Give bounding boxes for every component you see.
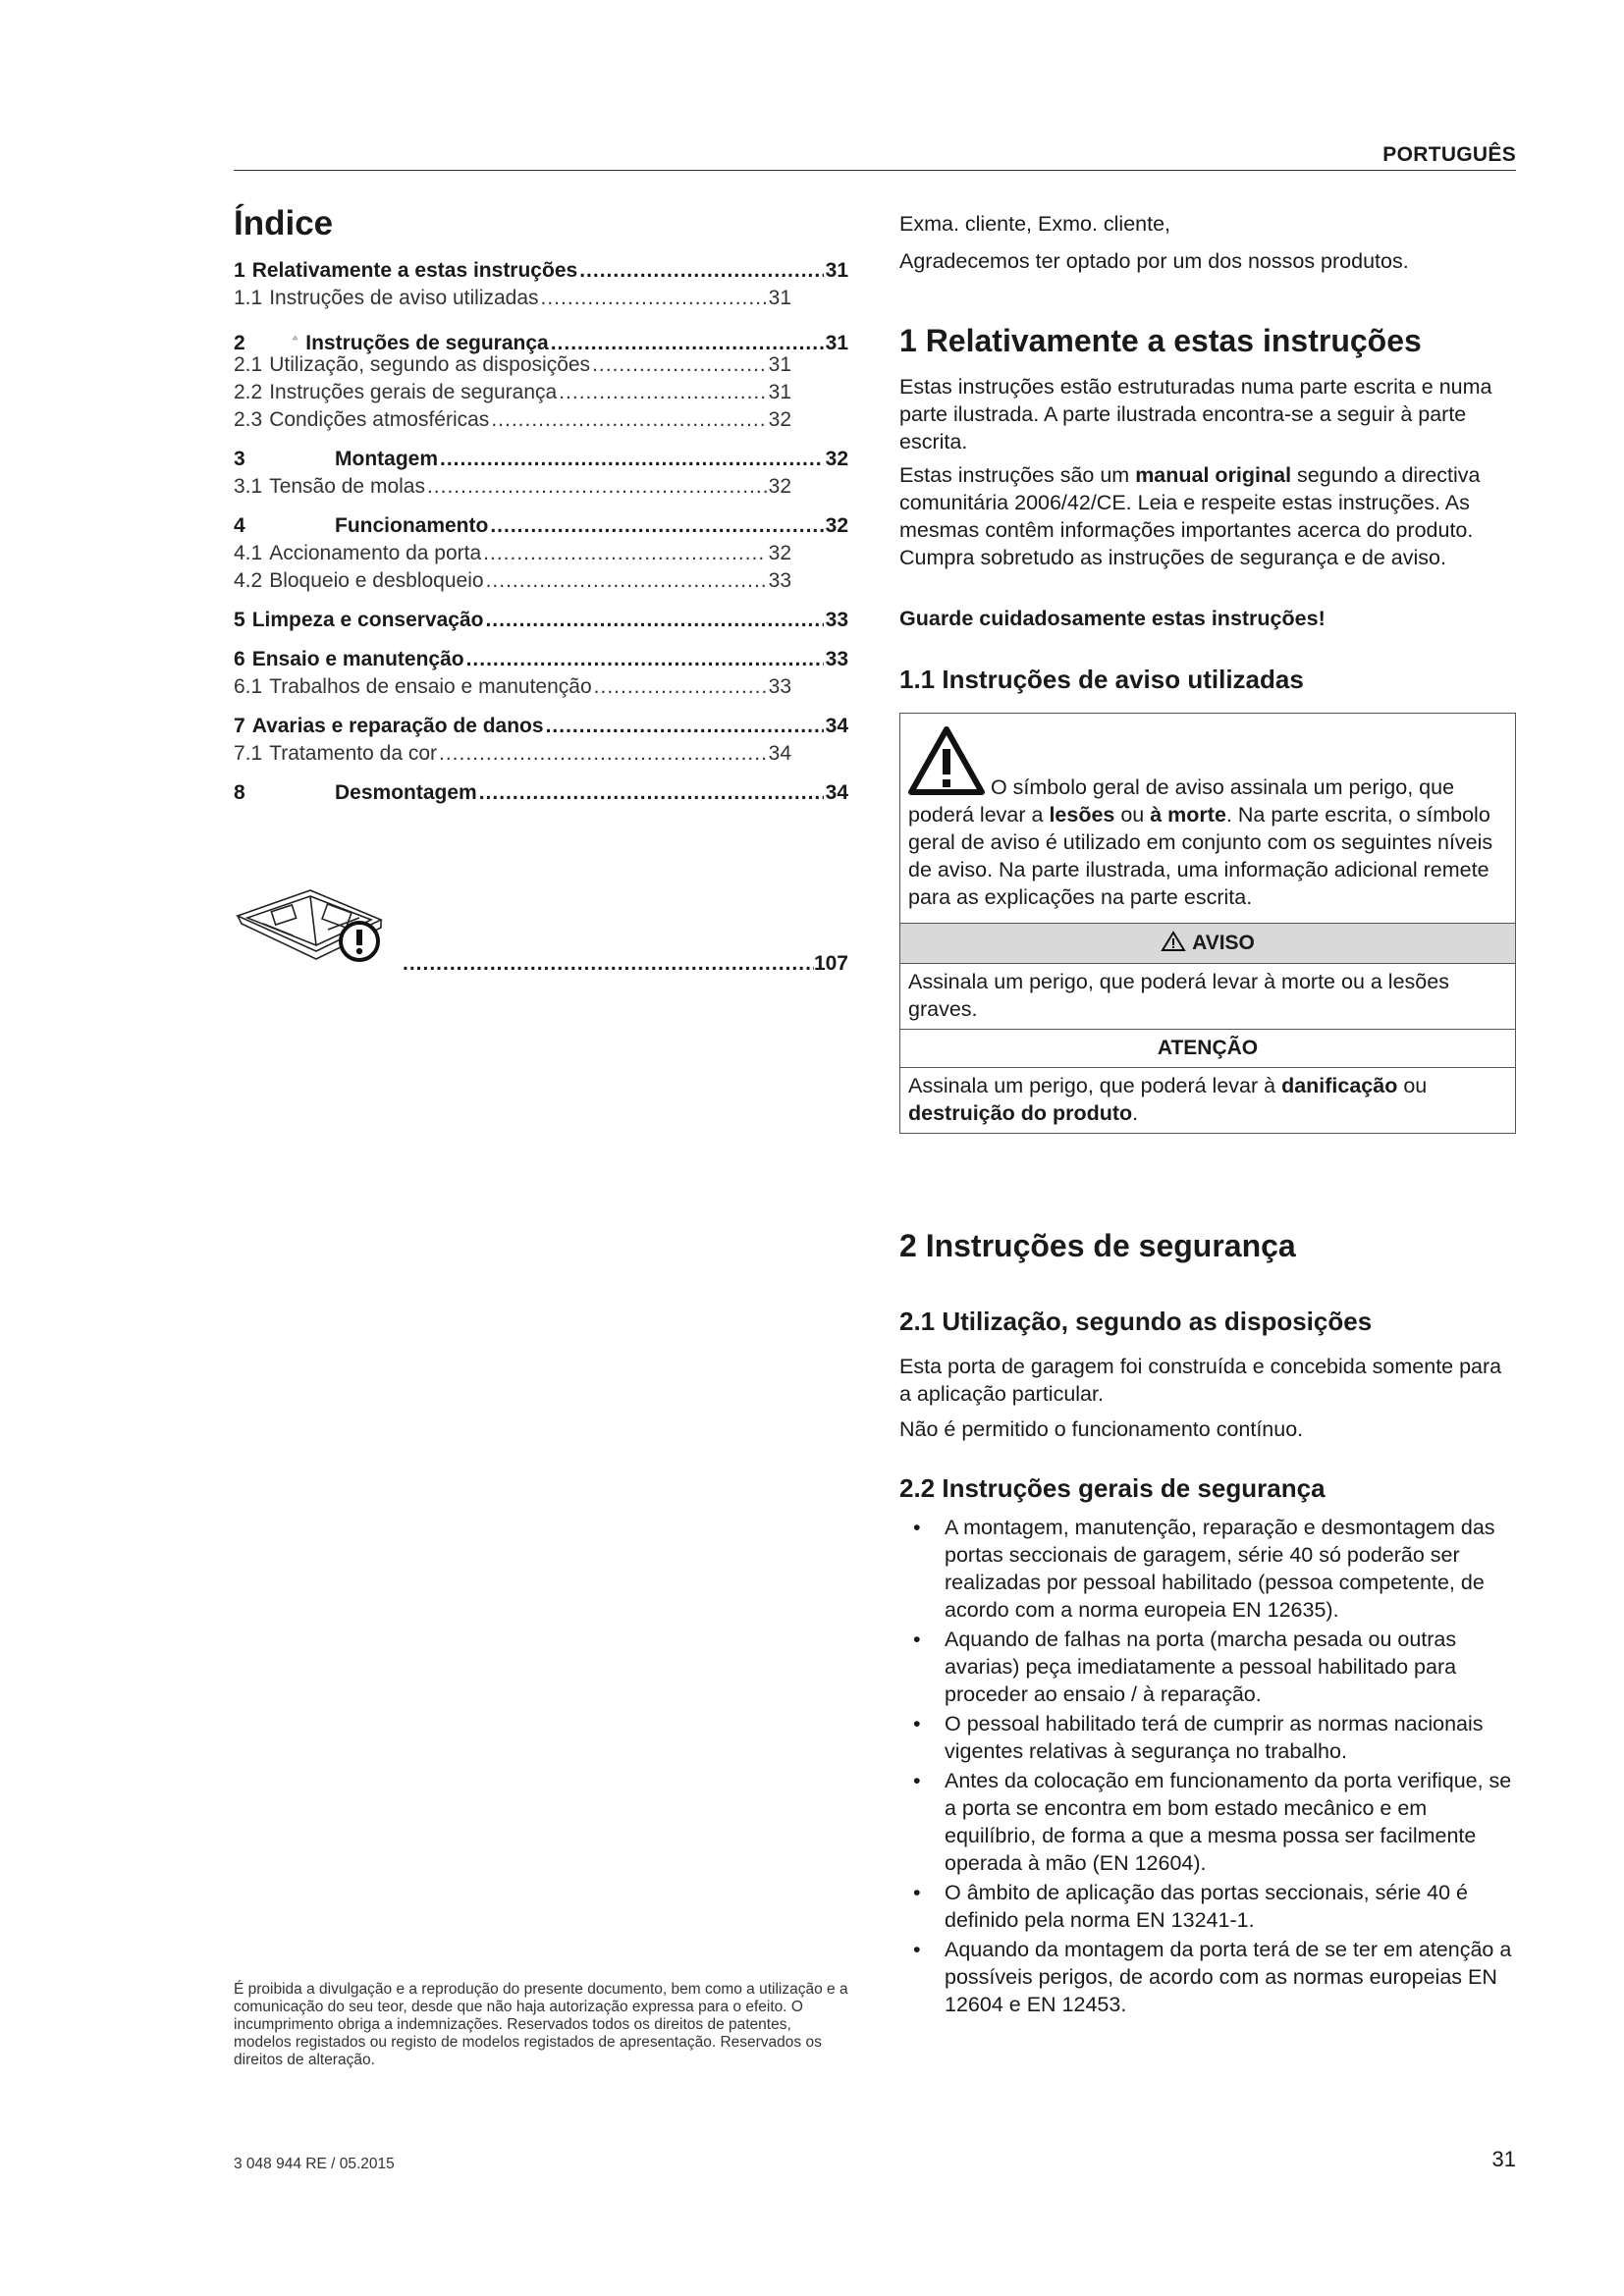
toc-entry-number: 1 [234,259,245,282]
warning-triangle-icon [908,725,985,796]
toc-entry-title: Condições atmosféricas [269,408,490,431]
toc-title: Índice [234,204,334,242]
toc-entry-number: 3 [234,448,245,470]
toc-leader-dots [485,609,823,632]
section-2-2-list [899,1514,1516,2020]
warning-icon [1161,931,1186,952]
toc-entry [234,542,791,569]
toc-entry [234,609,848,636]
toc-leader-dots [440,448,824,471]
toc-entry-page: 32 [825,448,848,470]
toc-entry-title: Bloqueio e desbloqueio [269,569,484,592]
language-label: PORTUGUÊS [1382,143,1516,166]
toc-entry [234,381,791,408]
toc-entry-number: 2.1 [234,353,263,376]
toc-entry-number: 4.2 [234,569,263,592]
warning-icon [293,326,298,349]
atencao-band: ATENÇÃO [900,1029,1515,1068]
toc-leader-dots [483,542,766,565]
toc-leader-dots [427,475,767,499]
list-item: • Aquando da montagem da porta terá de se ter em atenção a possíveis perigos, de acordo com as normas europeias EN 12604 e EN 12453. [899,1936,1516,2018]
toc-entry-page: 32 [768,475,791,498]
atencao-text: Assinala um perigo, que poderá levar à danificação ou destruição do produto. [908,1074,1428,1125]
toc-entry-title: Accionamento da porta [269,542,482,564]
list-item: • O âmbito de aplicação das portas seccionais, série 40 é definido pela norma EN 13241-1. [899,1879,1516,1934]
section-1-heading: 1 Relativamente a estas instruções [899,323,1422,358]
toc-entry-page: 33 [825,609,848,631]
section-2-heading: 2 Instruções de segurança [899,1228,1296,1263]
toc-entry-number: 6 [234,648,245,670]
toc-entry [234,569,791,597]
toc-leader-dots [491,408,766,432]
toc-entry [234,475,791,503]
toc-entry-title: Utilização, segundo as disposições [269,353,591,376]
toc-entry-page: 32 [768,542,791,564]
toc-entry-page: 31 [768,287,791,309]
toc-entry-page: 31 [825,259,848,282]
list-item: • O pessoal habilitado terá de cumprir as normas nacionais vigentes relativas à segurança no trabalho. [899,1710,1516,1765]
toc-entry-page: 31 [825,332,848,354]
manual-book-icon [234,869,410,977]
toc-entry [234,742,791,770]
toc-entry-title: Desmontagem [335,781,477,804]
toc-entry [234,259,848,287]
toc-entry-number: 2.2 [234,381,263,403]
section-2-2-heading: 2.2 Instruções gerais de segurança [899,1473,1326,1503]
toc-leader-dots [479,781,824,805]
thanks-text: Agradecemos ter optado por um dos nossos produtos. [899,249,1409,273]
toc-entry-page: 31 [768,381,791,403]
toc-entry [234,448,848,475]
toc-entry-number: 7 [234,715,245,737]
toc-entry-number: 5 [234,609,245,631]
illustrated-page-number: 107 [813,952,848,975]
toc-entry-number: 4.1 [234,542,263,564]
toc-entry-page: 32 [825,514,848,537]
toc-entry-number: 3.1 [234,475,263,498]
toc-leader-dots [579,259,823,283]
header-rule [234,170,1516,171]
section-2-1-paragraph-1: Esta porta de garagem foi construída e concebida somente para a aplicação particular. [899,1355,1502,1406]
toc-leader-dots [486,569,767,593]
section-2-1-heading: 2.1 Utilização, segundo as disposições [899,1307,1373,1336]
toc-entry-page: 34 [825,715,848,737]
toc-entry-page: 34 [825,781,848,804]
toc-entry [234,715,848,742]
toc-entry-title: Funcionamento [335,514,489,537]
toc-entry [234,781,848,809]
legal-notice: É proibida a divulgação e a reprodução do presente documento, bem como a utilização e a comunicação do seu teor, desde que não haja autorização expressa para o efeito. O incumprimento obriga a indemnizações. Reservados todos os direitos de patentes, modelos registados ou registo de modelos registados de apresentação. Reservados os direitos de alteração. [234,1981,848,2068]
toc-entry-title: Tratamento da cor [269,742,438,765]
toc-entry-number: 8 [234,781,245,804]
toc-entry-page: 34 [768,742,791,765]
section-2-1-paragraph-2: Não é permitido o funcionamento contínuo. [899,1417,1304,1441]
toc-leader-dots [551,332,824,355]
toc-entry-number: 4 [234,514,245,537]
page-number: 31 [1491,2147,1516,2171]
toc-entry-title: Instruções de segurança [305,332,549,354]
toc-leader-dots [439,742,767,766]
toc-leader-dots [546,715,824,738]
toc-leader-dots [490,514,823,538]
section-1-1-heading: 1.1 Instruções de aviso utilizadas [899,665,1304,694]
document-number: 3 048 944 RE / 05.2015 [234,2156,395,2172]
toc-entry [234,514,848,542]
toc-entry-title: Montagem [335,448,438,470]
toc-leader-dots [559,381,766,404]
toc-leader-dots [466,648,824,671]
toc-entry-number: 7.1 [234,742,263,765]
toc-entry-title: Tensão de molas [269,475,425,498]
toc-entry [234,287,791,314]
warning-intro: O símbolo geral de aviso assinala um perigo, que poderá levar a lesões ou à morte. Na parte escrita, o símbolo geral de aviso é utilizado em conjunto com os seguintes níveis de aviso. Na parte ilustrada, uma informação adicional remete para as explicações na parte escrita. [900,714,1515,923]
toc-entry-title: Instruções gerais de segurança [269,381,558,403]
toc-entry [234,353,791,381]
toc-entry-number: 6.1 [234,675,263,698]
toc-entry-page: 33 [825,648,848,670]
toc-leader-dots [594,675,767,699]
salutation: Exma. cliente, Exmo. cliente, [899,212,1171,236]
toc-entry-title: Relativamente a estas instruções [251,259,578,282]
list-item: • Aquando de falhas na porta (marcha pesada ou outras avarias) peça imediatamente a pessoal habilitado para proceder ao ensaio / à reparação. [899,1626,1516,1708]
toc-entry-page: 33 [768,675,791,698]
table-of-contents [234,259,848,809]
toc-entry-title: Limpeza e conservação [251,609,484,631]
toc-leader-dots [592,353,767,377]
toc-entry-number: 2.3 [234,408,263,431]
toc-entry-page: 33 [768,569,791,592]
toc-entry-title: Ensaio e manutenção [251,648,464,670]
toc-entry-number: 2 [234,332,245,354]
toc-entry-number: 1.1 [234,287,263,309]
section-1-paragraph-2: Estas instruções são um manual original segundo a directiva comunitária 2006/42/CE. Leia e respeite estas instruções. As mesmas contêm informações importantes acerca do produto. Cumpra sobretudo as instruções de segurança e de aviso. [899,463,1481,569]
aviso-band: AVISO [900,923,1515,964]
toc-entry-title: Instruções de aviso utilizadas [269,287,539,309]
toc-entry [234,675,791,703]
toc-entry [234,648,848,675]
toc-leader-dots [541,287,767,310]
toc-entry [234,408,791,436]
section-1-paragraph-1: Estas instruções estão estruturadas numa parte escrita e numa parte ilustrada. A parte ilustrada encontra-se a seguir à parte escrita. [899,375,1492,454]
toc-entry-title: Trabalhos de ensaio e manutenção [269,675,592,698]
illustrated-part-leader [403,952,848,976]
aviso-text: Assinala um perigo, que poderá levar à morte ou a lesões graves. [908,970,1449,1021]
toc-entry [234,326,848,353]
section-1-paragraph-3: Guarde cuidadosamente estas instruções! [899,607,1326,630]
warning-levels-box [899,713,1516,1134]
toc-entry-page: 32 [768,408,791,431]
list-item: • Antes da colocação em funcionamento da porta verifique, se a porta se encontra em bom estado mecânico e em equilíbrio, de forma a que a mesma possa ser facilmente operada à mão (EN 12604). [899,1767,1516,1877]
toc-entry-title: Avarias e reparação de danos [251,715,544,737]
toc-entry-page: 31 [768,353,791,376]
list-item: • A montagem, manutenção, reparação e desmontagem das portas seccionais de garagem, série 40 só poderão ser realizadas por pessoal habilitado (pessoa competente, de acordo com a norma europeia EN 12635). [899,1514,1516,1624]
